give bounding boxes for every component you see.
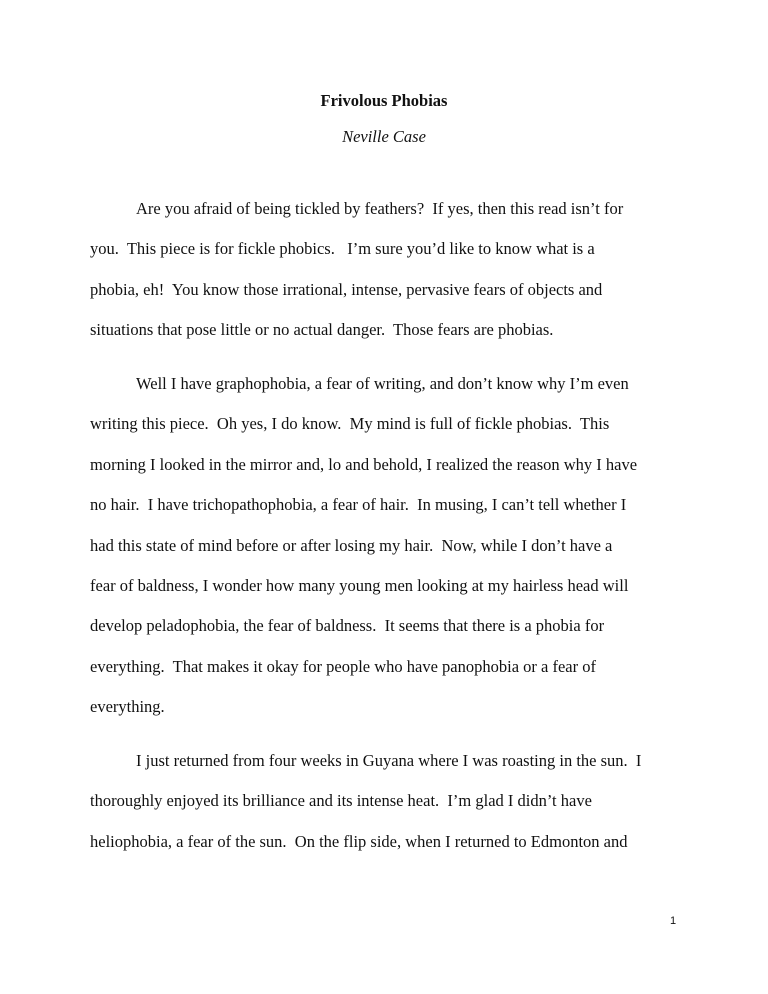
paragraph-2-line-4: no hair. I have trichopathophobia, a fear of hair. In musing, I can’t tell whether I (90, 495, 627, 514)
paragraph-2-line-1: Well I have graphophobia, a fear of writing, and don’t know why I’m even (136, 374, 629, 393)
paragraph-1-line-4: situations that pose little or no actual danger. Those fears are phobias. (90, 320, 554, 339)
paragraph-2-line-7: develop peladophobia, the fear of baldness. It seems that there is a phobia for (90, 616, 605, 635)
paragraph-2-line-6: fear of baldness, I wonder how many young men looking at my hairless head will (90, 576, 629, 595)
paragraph-3-line-3: heliophobia, a fear of the sun. On the flip side, when I returned to Edmonton and (90, 832, 628, 851)
paragraph-1-line-1: Are you afraid of being tickled by feathers? If yes, then this read isn’t for (136, 199, 624, 218)
paragraph-2-line-9: everything. (90, 697, 165, 716)
paragraph-3-line-1: I just returned from four weeks in Guyana where I was roasting in the sun. I (136, 751, 642, 770)
paragraph-3-line-2: thoroughly enjoyed its brilliance and its intense heat. I’m glad I didn’t have (90, 791, 592, 810)
paragraph-2-line-5: had this state of mind before or after losing my hair. Now, while I don’t have a (90, 536, 613, 555)
paragraph-2-line-8: everything. That makes it okay for people who have panophobia or a fear of (90, 657, 596, 676)
paragraph-2-line-2: writing this piece. Oh yes, I do know. My mind is full of fickle phobias. This (90, 414, 610, 433)
document-author: Neville Case (342, 127, 426, 146)
page-number: 1 (670, 915, 677, 927)
paragraph-1-line-3: phobia, eh! You know those irrational, intense, pervasive fears of objects and (90, 280, 603, 299)
document-title: Frivolous Phobias (320, 91, 448, 110)
paragraph-2-line-3: morning I looked in the mirror and, lo and behold, I realized the reason why I have (90, 455, 638, 474)
paragraph-1-line-2: you. This piece is for fickle phobics. I’m sure you’d like to know what is a (90, 239, 595, 258)
